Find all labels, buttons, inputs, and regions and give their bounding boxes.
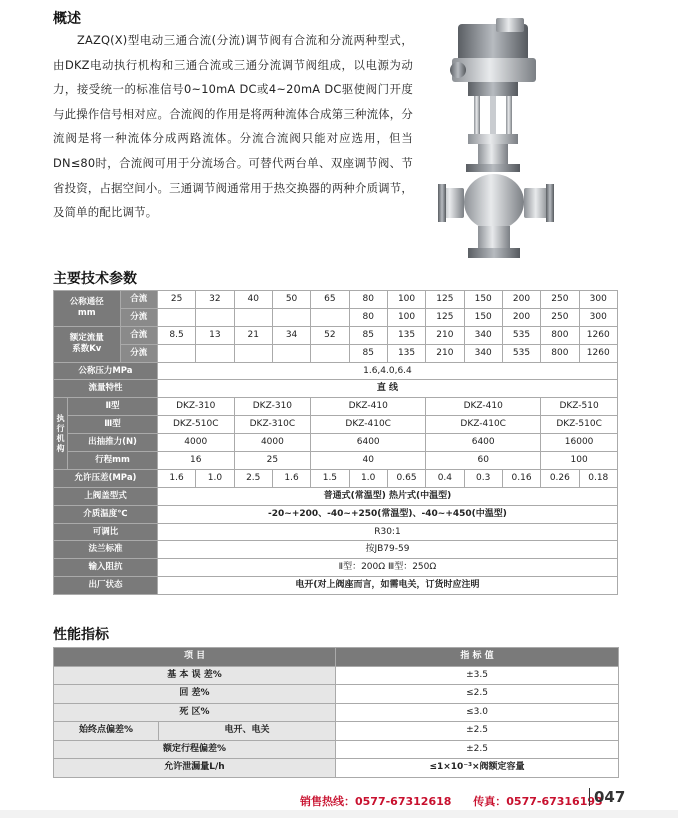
- specs-table: [53, 290, 618, 595]
- bonnet-label: 上阀盖型式: [54, 487, 158, 505]
- dn-merge-cell: 200: [502, 291, 540, 309]
- kv-merge-cell: 34: [272, 326, 310, 344]
- dn-label: 公称通径 mm: [54, 291, 121, 327]
- kv-split-cell: 85: [349, 344, 387, 362]
- bonnet-value: 普通式(常温型) 热片式(中温型): [157, 487, 617, 505]
- range-value: R30:1: [157, 523, 617, 541]
- dp-cell: 0.65: [387, 469, 425, 487]
- page-number: 047: [589, 788, 625, 806]
- perf-row-value: ≤3.0: [336, 703, 619, 722]
- type3-cell: DKZ-510C: [541, 416, 618, 434]
- perf-row-label: 回 差%: [54, 685, 336, 704]
- kv-split-cell: [234, 344, 272, 362]
- kv-split-label: 分流: [120, 344, 157, 362]
- dn-merge-cell: 300: [579, 291, 617, 309]
- dp-cell: 1.6: [272, 469, 310, 487]
- sales-hotline: 销售热线：0577-67312618: [300, 795, 452, 808]
- perf-endpoint-label: 始终点偏差%: [54, 722, 159, 741]
- dp-cell: 1.0: [196, 469, 234, 487]
- type2-label: Ⅱ型: [68, 398, 158, 416]
- kv-split-cell: 340: [464, 344, 502, 362]
- stroke-cell: 40: [311, 452, 426, 470]
- perf-col-item: 项 目: [54, 648, 336, 667]
- kv-merge-cell: 800: [541, 326, 579, 344]
- dn-split-cell: 250: [541, 308, 579, 326]
- pressure-label: 公称压力MPa: [54, 362, 158, 380]
- performance-table: [53, 647, 619, 778]
- thrust-cell: 4000: [234, 434, 311, 452]
- stroke-cell: 16: [157, 452, 234, 470]
- type2-cell: DKZ-410: [426, 398, 541, 416]
- dp-cell: 1.6: [157, 469, 195, 487]
- overview-paragraph: ZAZQ(X)型电动三通合流(分流)调节阀有合流和分流两种型式，由DKZ电动执行机构和三通合流或三通分流调节阀组成，以电源为动力，接受统一的标准信号0~10mA DC或4~20mA DC驱使阀门开度与此操作信号相对应。合流阀的作用是将两种流体合成第三种流体，分流阀是将一种流体分成两路流体。分流合流阀只能对应选用，但当DN≤80时，合流阀可用于分流场合。可替代两台单、双座调节阀、节省投资，占据空间小。三通调节阀通常用于热交换器的两种介质调节，及简单的配比调节。: [53, 33, 413, 220]
- dn-split-cell: [272, 308, 310, 326]
- thrust-cell: 6400: [426, 434, 541, 452]
- thrust-label: 出抽推力(N): [68, 434, 158, 452]
- perf-leak-label: 允许泄漏量L/h: [54, 759, 336, 778]
- type2-cell: DKZ-310: [234, 398, 311, 416]
- kv-split-cell: 535: [502, 344, 540, 362]
- impedance-value: Ⅱ型：200Ω Ⅲ型：250Ω: [157, 559, 617, 577]
- dn-merge-cell: 150: [464, 291, 502, 309]
- dn-split-cell: 150: [464, 308, 502, 326]
- dn-merge-cell: 250: [541, 291, 579, 309]
- kv-merge-cell: 210: [426, 326, 464, 344]
- kv-merge-cell: 1260: [579, 326, 617, 344]
- type3-cell: DKZ-510C: [157, 416, 234, 434]
- specs-heading: 主要技术参数: [53, 271, 137, 287]
- thrust-cell: 4000: [157, 434, 234, 452]
- kv-split-cell: [311, 344, 349, 362]
- kv-split-cell: [272, 344, 310, 362]
- kv-merge-cell: 13: [196, 326, 234, 344]
- dn-split-cell: 125: [426, 308, 464, 326]
- dn-split-cell: [157, 308, 195, 326]
- dn-split-cell: [196, 308, 234, 326]
- type2-cell: DKZ-310: [157, 398, 234, 416]
- dp-cell: 0.26: [541, 469, 579, 487]
- perf-rated-value: ±2.5: [336, 740, 619, 759]
- dn-merge-cell: 100: [387, 291, 425, 309]
- factory-value: 电开(对上阀座而言，如需电关，订货时应注明: [157, 577, 617, 595]
- dn-split-cell: [311, 308, 349, 326]
- type3-label: Ⅲ型: [68, 416, 158, 434]
- dn-split-cell: 300: [579, 308, 617, 326]
- dn-merge-cell: 65: [311, 291, 349, 309]
- stroke-cell: 100: [541, 452, 618, 470]
- kv-split-cell: 135: [387, 344, 425, 362]
- kv-merge-cell: 21: [234, 326, 272, 344]
- pressure-value: 1.6,4.0,6.4: [157, 362, 617, 380]
- dn-merge-cell: 40: [234, 291, 272, 309]
- kv-split-cell: [196, 344, 234, 362]
- impedance-label: 输入阻抗: [54, 559, 158, 577]
- dp-cell: 0.4: [426, 469, 464, 487]
- perf-col-value: 指 标 值: [336, 648, 619, 667]
- thrust-cell: 6400: [311, 434, 426, 452]
- flow-char-label: 流量特性: [54, 380, 158, 398]
- stroke-cell: 60: [426, 452, 541, 470]
- dp-cell: 1.5: [311, 469, 349, 487]
- stroke-cell: 25: [234, 452, 311, 470]
- type3-cell: DKZ-310C: [234, 416, 311, 434]
- perf-endpoint-sub: 电开、电关: [159, 722, 336, 741]
- dp-cell: 0.16: [502, 469, 540, 487]
- kv-merge-cell: 52: [311, 326, 349, 344]
- range-label: 可调比: [54, 523, 158, 541]
- dn-merge-cell: 25: [157, 291, 195, 309]
- dn-merge-label: 合流: [120, 291, 157, 309]
- perf-row-value: ≤2.5: [336, 685, 619, 704]
- dn-split-cell: 200: [502, 308, 540, 326]
- type3-cell: DKZ-410C: [426, 416, 541, 434]
- kv-split-cell: 1260: [579, 344, 617, 362]
- dn-split-cell: [234, 308, 272, 326]
- perf-row-label: 死 区%: [54, 703, 336, 722]
- dn-split-cell: 80: [349, 308, 387, 326]
- overview-heading: 概述: [53, 11, 81, 27]
- dn-merge-cell: 80: [349, 291, 387, 309]
- electric-three-way-valve-image: [438, 18, 556, 268]
- kv-merge-cell: 8.5: [157, 326, 195, 344]
- type2-cell: DKZ-410: [311, 398, 426, 416]
- performance-heading: 性能指标: [53, 627, 109, 643]
- perf-endpoint-value: ±2.5: [336, 722, 619, 741]
- footer-contact: [300, 793, 603, 809]
- stroke-label: 行程mm: [68, 452, 158, 470]
- kv-split-cell: 210: [426, 344, 464, 362]
- kv-split-cell: [157, 344, 195, 362]
- type3-cell: DKZ-410C: [311, 416, 426, 434]
- dn-split-cell: 100: [387, 308, 425, 326]
- kv-merge-cell: 340: [464, 326, 502, 344]
- bottom-bar: [0, 810, 678, 818]
- type2-cell: DKZ-510: [541, 398, 618, 416]
- perf-row-label: 基 本 误 差%: [54, 666, 336, 685]
- kv-split-cell: 800: [541, 344, 579, 362]
- dp-cell: 2.5: [234, 469, 272, 487]
- thrust-cell: 16000: [541, 434, 618, 452]
- dp-cell: 1.0: [349, 469, 387, 487]
- flow-char-value: 直 线: [157, 380, 617, 398]
- factory-label: 出厂状态: [54, 577, 158, 595]
- kv-merge-label: 合流: [120, 326, 157, 344]
- dn-merge-cell: 125: [426, 291, 464, 309]
- flange-value: 按JB79-59: [157, 541, 617, 559]
- kv-merge-cell: 535: [502, 326, 540, 344]
- dn-merge-cell: 50: [272, 291, 310, 309]
- perf-rated-label: 额定行程偏差%: [54, 740, 336, 759]
- flange-label: 法兰标准: [54, 541, 158, 559]
- perf-leak-value: ≤1×10⁻³×阀额定容量: [336, 759, 619, 778]
- kv-label: 额定流量 系数Kv: [54, 326, 121, 362]
- kv-merge-cell: 85: [349, 326, 387, 344]
- fax-number: 传真：0577-67316193: [473, 795, 603, 808]
- perf-row-value: ±3.5: [336, 666, 619, 685]
- actuator-label: 执行机构: [54, 398, 68, 470]
- dn-split-label: 分流: [120, 308, 157, 326]
- kv-merge-cell: 135: [387, 326, 425, 344]
- dp-label: 允许压差(MPa): [54, 469, 158, 487]
- temp-value: -20~+200、-40~+250(常温型)、-40~+450(中温型): [157, 505, 617, 523]
- dp-cell: 0.18: [579, 469, 617, 487]
- temp-label: 介质温度℃: [54, 505, 158, 523]
- dp-cell: 0.3: [464, 469, 502, 487]
- dn-merge-cell: 32: [196, 291, 234, 309]
